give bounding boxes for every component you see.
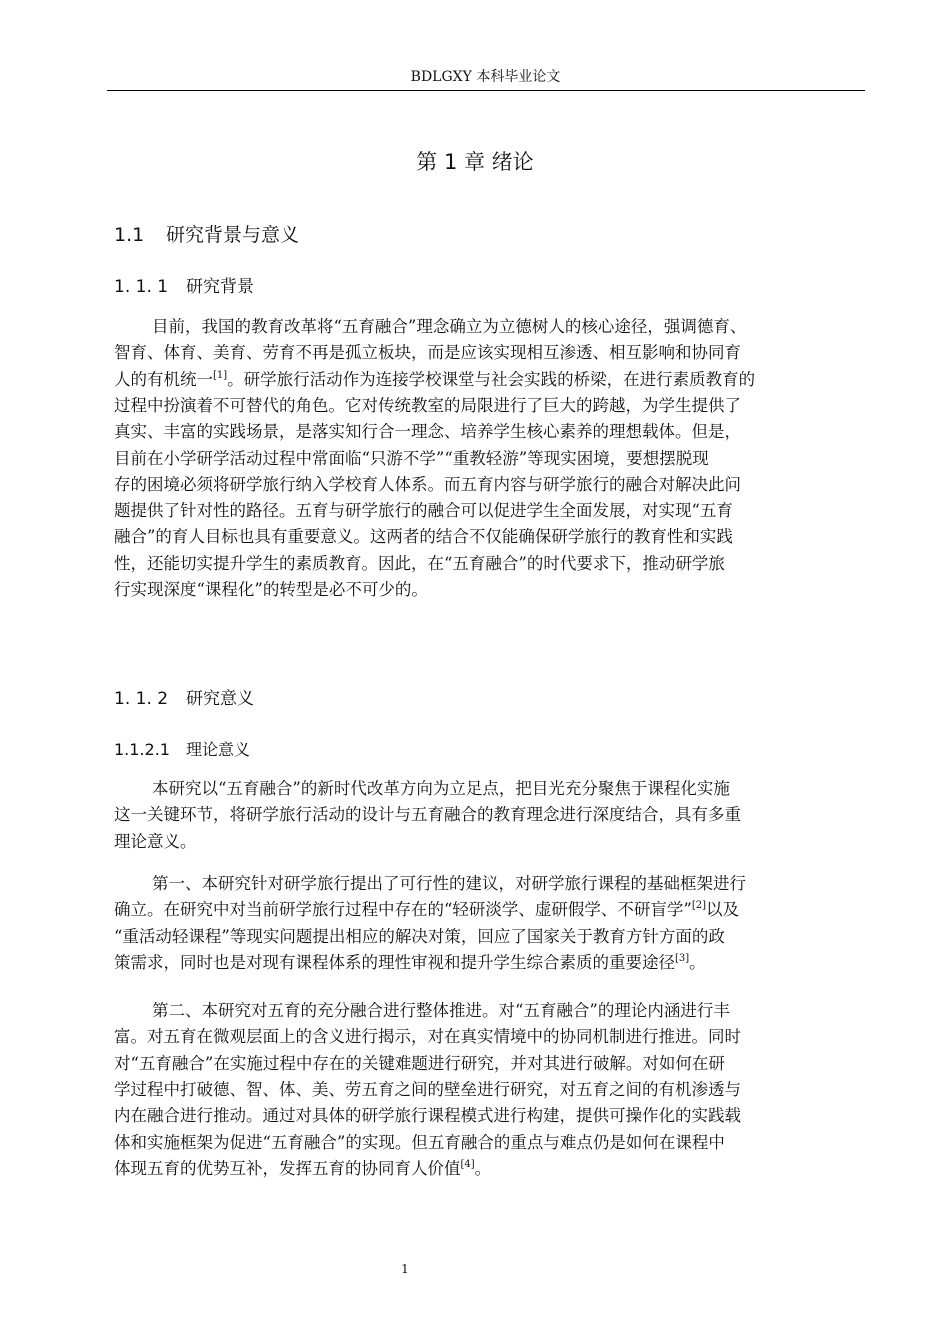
section-number: 1.1.2.1 — [114, 740, 170, 759]
text-line — [114, 472, 874, 498]
text-line — [114, 367, 874, 393]
text-run: 对“五育融合”在实施过程中存在的关键难题进行研究，并对其进行破解。对如何在研 — [114, 1053, 725, 1073]
text-run: 富。对五育在微观层面上的含义进行揭示，对在真实情境中的协同机制进行推进。同时 — [114, 1027, 741, 1047]
section-heading-1-1-1 — [114, 272, 254, 297]
text-line — [114, 924, 874, 950]
section-number: 1.1 — [114, 224, 145, 246]
section-heading-1-1-2-1 — [114, 737, 250, 760]
text-run: 存的困境必须将研学旅行纳入学校育人体系。而五育内容与研学旅行的融合对解决此问 — [114, 474, 741, 494]
section-title: 研究背景与意义 — [166, 224, 300, 246]
text-line — [114, 340, 874, 366]
text-run: 学过程中打破德、智、体、美、劳五育之间的壁垒进行研究，对五育之间的有机渗透与 — [114, 1079, 741, 1099]
text-run: 。 — [689, 952, 706, 972]
citation-ref: [4] — [460, 1158, 475, 1170]
text-line — [114, 950, 874, 976]
text-run: 目前，我国的教育改革将“五育融合”理念确立为立德树人的核心途径，强调德育、 — [152, 317, 747, 336]
page-number: 1 — [401, 1262, 409, 1276]
text-run: 目前在小学研学活动过程中常面临“只游不学”“重教轻游”等现实困境，要想摆脱现 — [114, 448, 709, 468]
text-line — [114, 551, 874, 577]
running-header: BDLGXY 本科毕业论文 — [410, 69, 561, 85]
text-run: 融合”的育人目标也具有重要意义。这两者的结合不仅能确保研学旅行的教育性和实践 — [114, 527, 733, 547]
text-run: 过程中扮演着不可替代的角色。它对传统教室的局限进行了巨大的跨越，为学生提供了 — [114, 395, 741, 415]
text-line — [114, 498, 874, 524]
citation-ref: [2] — [691, 900, 707, 912]
text-run: 。研学旅行活动作为连接学校课堂与社会实践的桥梁，在进行素质教育的 — [227, 369, 756, 389]
text-run: 确立。在研究中对当前研学旅行过程中存在的“轻研淡学、虚研假学、不研盲学” — [114, 900, 692, 920]
section-heading-1-1-2 — [114, 684, 254, 709]
text-run: 行实现深度“课程化”的转型是必不可少的。 — [114, 580, 428, 599]
text-run: 这一关键环节，将研学旅行活动的设计与五育融合的教育理念进行深度结合，具有多重 — [114, 805, 741, 825]
chapter-title: 第 1 章 绪论 — [416, 150, 534, 174]
text-line — [114, 776, 912, 802]
text-line — [114, 419, 874, 445]
text-line — [114, 998, 912, 1024]
text-run: 体现五育的优势互补，发挥五育的协同育人价值 — [114, 1158, 461, 1178]
text-run: 本研究以“五育融合”的新时代改革方向为立足点，把目光充分聚焦于课程化实施 — [152, 779, 730, 798]
text-line — [114, 393, 874, 419]
text-line — [114, 897, 874, 923]
text-line — [114, 802, 874, 828]
text-run: 内在融合进行推动。通过对具体的研学旅行课程模式进行构建，提供可操作化的实践载 — [114, 1106, 741, 1126]
text-run: 性，还能切实提升学生的素质教育。因此，在“五育融合”的时代要求下，推动研学旅 — [114, 553, 725, 573]
text-run: 以及 — [706, 900, 740, 920]
text-run: 体和实施框架为促进“五育融合”的实现。但五育融合的重点与难点仍是如何在课程中 — [114, 1132, 725, 1152]
text-line — [114, 524, 874, 550]
text-line — [114, 871, 912, 897]
text-line — [114, 1130, 874, 1156]
text-line — [114, 1024, 874, 1050]
text-line — [114, 1156, 874, 1182]
section-title: 研究意义 — [186, 689, 254, 709]
section-heading-1-1 — [114, 220, 299, 247]
text-run: 智育、体育、美育、劳育不再是孤立板块，而是应该实现相互渗透、相互影响和协同育 — [114, 343, 741, 363]
text-run: 人的有机统一 — [114, 369, 213, 389]
text-line — [114, 1051, 874, 1077]
text-run: “重活动轻课程”等现实问题提出相应的解决对策，回应了国家关于教育方针方面的政 — [114, 926, 725, 946]
header-rule — [107, 90, 865, 91]
citation-ref: [1] — [213, 369, 228, 381]
text-run: 策需求，同时也是对现有课程体系的理性审视和提升学生综合素质的重要途径 — [114, 952, 675, 972]
text-run: 理论意义。 — [114, 831, 197, 851]
text-run: 真实、丰富的实践场景，是落实知行合一理念、培养学生核心素养的理想载体。但是， — [114, 422, 741, 442]
section-number: 1. 1. 2 — [114, 689, 169, 709]
text-run: 题提供了针对性的路径。五育与研学旅行的融合可以促进学生全面发展，对实现“五育 — [114, 501, 733, 521]
text-run: 第一、本研究针对研学旅行提出了可行性的建议，对研学旅行课程的基础框架进行 — [152, 874, 746, 893]
text-line — [114, 446, 874, 472]
citation-ref: [3] — [675, 952, 690, 964]
text-line — [114, 829, 874, 855]
section-title: 理论意义 — [186, 740, 251, 759]
text-run: 。 — [474, 1158, 492, 1178]
text-line — [114, 1103, 874, 1129]
text-line — [114, 1077, 874, 1103]
text-run: 第二、本研究对五育的充分融合进行整体推进。对“五育融合”的理论内涵进行丰 — [152, 1001, 730, 1020]
text-line — [114, 314, 912, 340]
section-title: 研究背景 — [186, 277, 254, 297]
section-number: 1. 1. 1 — [114, 277, 169, 297]
text-line — [114, 577, 874, 603]
